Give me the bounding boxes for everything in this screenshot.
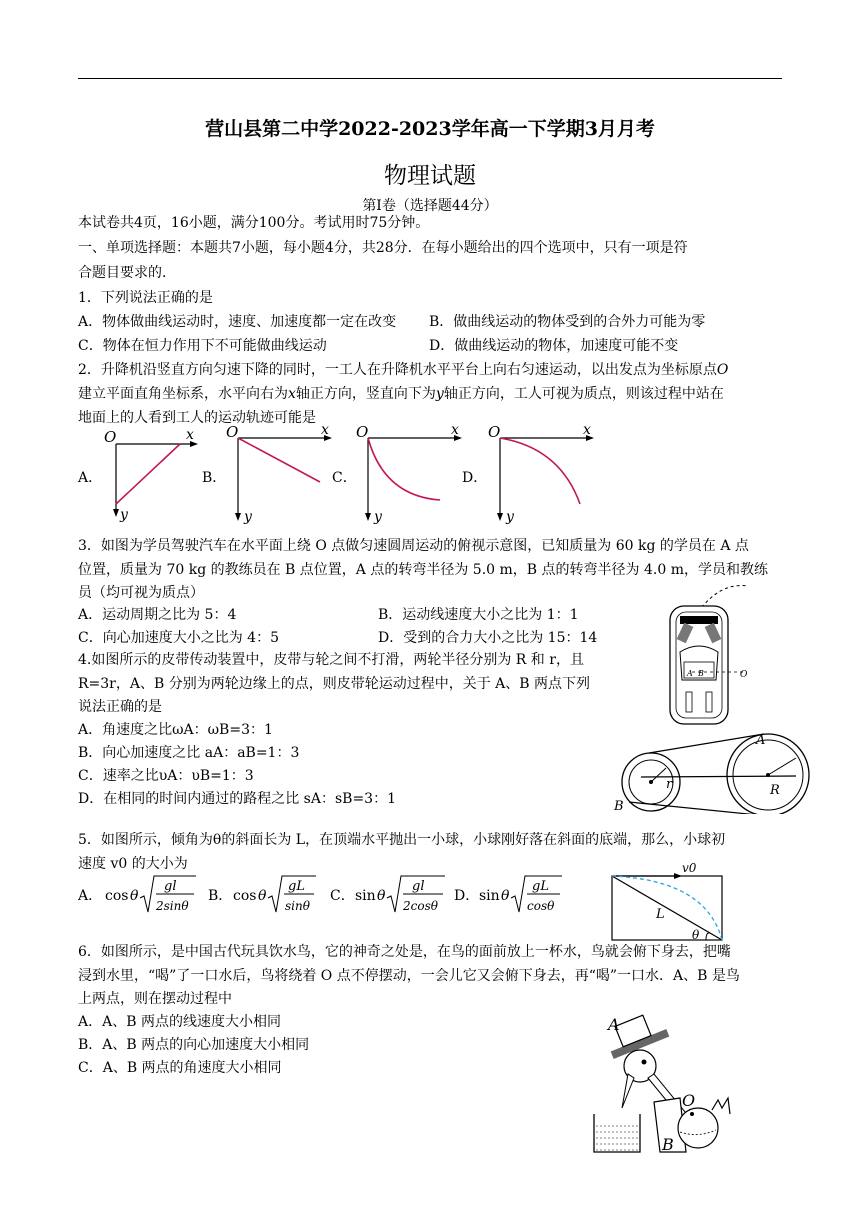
q4-belt-figure: [608, 728, 818, 814]
q5-option-b-num: gL: [288, 879, 305, 894]
q5-line-1: 5．如图所示，倾角为θ的斜面长为 L，在顶端水平抛出一小球，小球刚好落在斜面的底端，那么，小球初: [78, 832, 726, 848]
q5-option-b-cos: cos: [233, 888, 257, 904]
q5-option-a-num: gl: [164, 879, 177, 894]
graph-c-y-label: y: [374, 509, 382, 524]
q3-car-figure: [640, 582, 760, 732]
top-rule: [78, 78, 782, 79]
q4-line-1: 4.如图所示的皮带传动装置中，皮带与轮之间不打滑，两轮半径分别为 R 和 r，且: [78, 652, 584, 668]
q5-fig-L: L: [656, 907, 665, 922]
q1-option-b: B．做曲线运动的物体受到的合外力可能为零: [429, 314, 706, 330]
q5-option-d-den: cosθ: [527, 899, 555, 913]
graph-c-origin: O: [356, 424, 369, 441]
section-title: 第Ⅰ卷（选择题44分）: [362, 198, 498, 214]
q6-line-1: 6．如图所示，是中国古代玩具饮水鸟，它的神奇之处是，在鸟的面前放上一杯水，鸟就会俯下身去，把嘴: [78, 944, 731, 960]
q3-line-3: 员（均可视为质点）: [78, 585, 204, 601]
q2-option-c-label: C．: [332, 470, 357, 486]
q5-options: [78, 870, 568, 922]
q5-option-c-num: gl: [412, 879, 425, 894]
q4-fig-label-R: R: [770, 783, 780, 798]
q5-option-d-num: gL: [532, 879, 549, 894]
q3-option-a: A．运动周期之比为 5：4: [78, 607, 237, 623]
q6-line-3: 上两点，则在摆动过程中: [78, 991, 232, 1007]
q2-option-d-label: D．: [462, 470, 488, 486]
q6-drinking-bird-figure: [588, 1010, 748, 1160]
exam-title: 营山县第二中学2022-2023学年高一下学期3月月考: [205, 118, 655, 140]
q1-stem: 1．下列说法正确的是: [78, 290, 213, 306]
q5-option-a-theta: θ: [130, 888, 139, 904]
q3-line-1: 3．如图为学员驾驶汽车在水平面上绕 O 点做匀速圆周运动的俯视示意图，已知质量为 60 kg 的学员在 A 点: [78, 538, 749, 554]
graph-a-y-label: y: [120, 507, 128, 523]
q3-fig-label-b: B: [698, 669, 704, 678]
graph-c-x-label: x: [451, 424, 459, 438]
intro-line-3: 合题目要求的．: [78, 265, 176, 281]
q6-fig-label-b: B: [662, 1135, 674, 1154]
graph-b-x-label: x: [321, 424, 329, 438]
q5-option-d-theta: θ: [501, 888, 510, 904]
q6-fig-label-a: A: [608, 1015, 620, 1034]
q5-option-d-label: D．: [454, 888, 480, 904]
q5-option-b-label: B．: [208, 888, 233, 904]
q5-option-b-den: sinθ: [285, 899, 310, 913]
q5-option-c-theta: θ: [377, 888, 386, 904]
q4-fig-label-a: A: [756, 733, 766, 748]
graph-d-x-label: x: [583, 424, 591, 438]
q6-line-2: 浸到水里，“喝”了一口水后，鸟将绕着 O 点不停摆动，一会儿它又会俯下身去，再“喝”一口水．A、B 是鸟: [78, 968, 740, 984]
q2-option-a-label: A．: [78, 470, 103, 486]
q4-option-d: D．在相同的时间内通过的路程之比 sA：sB=3：1: [78, 791, 396, 807]
q2-option-b-label: B．: [202, 470, 227, 486]
q3-fig-label-o: O: [740, 670, 748, 680]
q4-option-c: C．速率之比υA：υB=1：3: [78, 768, 254, 784]
q5-line-2: 速度 v0 的大小为: [78, 856, 188, 872]
q4-fig-label-r: r: [666, 777, 673, 792]
q5-option-c-sin: sin: [355, 888, 376, 904]
q6-fig-label-o: O: [682, 1091, 696, 1110]
q3-fig-label-a: A: [687, 669, 693, 678]
intro-line-1: 本试卷共4页，16小题，满分100分。考试用时75分钟。: [78, 215, 430, 231]
q4-option-b: B．向心加速度之比 aA：aB=1：3: [78, 745, 300, 761]
q3-option-b: B．运动线速度大小之比为 1：1: [378, 607, 579, 623]
intro-line-2: 一、单项选择题：本题共7小题，每小题4分，共28分．在每小题给出的四个选项中，只有一项是符: [78, 240, 688, 256]
q1-option-d: D．做曲线运动的物体，加速度可能不变: [429, 338, 679, 354]
q5-option-d-sin: sin: [479, 888, 500, 904]
q5-option-c-label: C．: [330, 888, 355, 904]
q5-option-a-den: 2sinθ: [156, 899, 189, 913]
q2-graph-d: [486, 424, 598, 524]
q3-option-d: D．受到的合力大小之比为 15：14: [378, 630, 598, 646]
graph-d-y-label: y: [506, 509, 514, 524]
q4-option-a: A．角速度之比ωA：ωB=3：1: [78, 722, 273, 738]
subject-title: 物理试题: [384, 163, 476, 189]
q2-line-1: 2．升降机沿竖直方向匀速下降的同时，一工人在升降机水平平台上向右匀速运动，以出发点为坐标原点O: [78, 362, 729, 378]
q2-graph-a: [102, 424, 202, 524]
q4-line-2: R=3r，A、B 分别为两轮边缘上的点，则皮带轮运动过程中，关于 A、B 两点下列: [78, 676, 591, 692]
graph-b-y-label: y: [244, 509, 252, 524]
graph-a-origin: O: [104, 428, 117, 446]
q5-option-b-theta: θ: [258, 888, 267, 904]
q3-option-c: C．向心加速度大小之比为 4：5: [78, 630, 279, 646]
q2-line-3: 地面上的人看到工人的运动轨迹可能是: [78, 410, 316, 426]
q5-incline-figure: [606, 862, 726, 944]
q1-option-a: A．物体做曲线运动时，速度、加速度都一定在改变: [78, 314, 397, 330]
q5-fig-theta: θ: [692, 928, 700, 942]
q6-option-a: A．A、B 两点的线速度大小相同: [78, 1014, 281, 1030]
q4-fig-label-b: B: [614, 799, 624, 814]
q1-option-c: C．物体在恒力作用下不可能做曲线运动: [78, 338, 327, 354]
graph-a-x-label: x: [186, 427, 194, 443]
q5-option-c-den: 2cosθ: [403, 899, 438, 913]
q5-option-a-label: A．: [78, 888, 103, 904]
q2-line-2: 建立平面直角坐标系，水平向右为x轴正方向，竖直向下为y轴正方向，工人可视为质点，则该过程中站在: [78, 386, 724, 402]
q6-option-c: C．A、B 两点的角速度大小相同: [78, 1060, 282, 1076]
q3-line-2: 位置，质量为 70 kg 的教练员在 B 点位置，A 点的转弯半径为 5.0 m，B 点的转弯半径为 4.0 m，学员和教练: [78, 562, 768, 578]
q2-graph-b: [224, 424, 336, 524]
graph-d-origin: O: [488, 424, 501, 441]
graph-b-origin: O: [226, 424, 239, 441]
q2-graph-c: [354, 424, 466, 524]
q5-fig-v0: v0: [682, 862, 697, 875]
q4-line-3: 说法正确的是: [78, 699, 162, 715]
q6-option-b: B．A、B 两点的向心加速度大小相同: [78, 1037, 310, 1053]
q5-option-a-cos: cos: [105, 888, 129, 904]
